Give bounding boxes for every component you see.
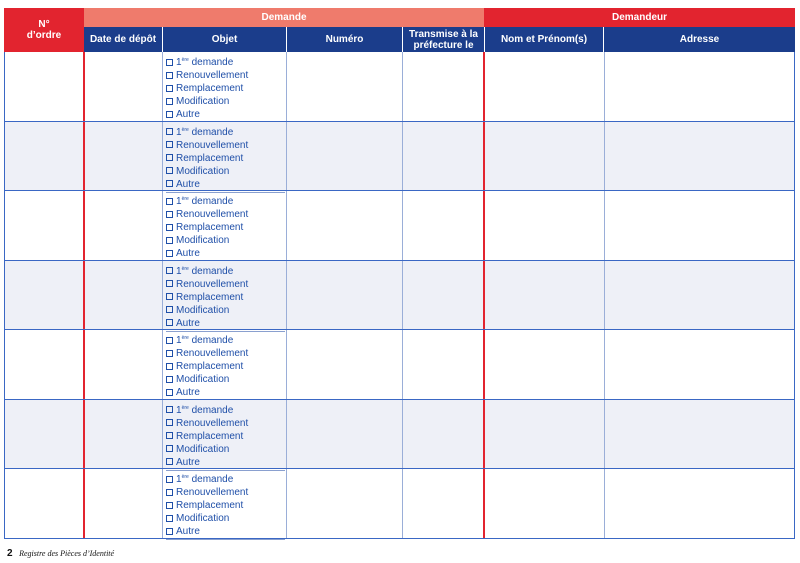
objet-option[interactable]: [166, 443, 285, 456]
checkbox-icon[interactable]: [166, 224, 173, 231]
header-nom-prenoms: Nom et Prénom(s): [485, 27, 603, 52]
checkbox-icon[interactable]: [166, 432, 173, 439]
option-label: 1: [176, 335, 182, 346]
column-divider: [604, 122, 605, 191]
objet-option[interactable]: [166, 486, 285, 499]
column-divider: [162, 469, 163, 538]
column-divider: [83, 52, 85, 121]
checkbox-icon[interactable]: [166, 489, 173, 496]
option-superscript: ère: [181, 57, 189, 63]
header-date-depot: Date de dépôt: [84, 27, 162, 52]
column-divider: [4, 330, 5, 399]
option-label-rest: demande: [188, 196, 234, 207]
option-superscript: ère: [181, 126, 189, 133]
option-label: Renouvellement: [176, 348, 249, 359]
checkbox-icon[interactable]: [166, 72, 173, 79]
table-row: [4, 191, 795, 261]
page-footer: [7, 548, 114, 559]
column-divider: [483, 122, 485, 191]
register-title: Registre des Pièces d’Identité: [19, 549, 115, 558]
column-divider: [286, 330, 287, 399]
column-divider: [402, 330, 403, 399]
checkbox-icon[interactable]: [166, 363, 173, 370]
option-label: Renouvellement: [176, 417, 249, 429]
column-divider: [286, 191, 287, 260]
header-objet: Objet: [163, 27, 286, 52]
column-divider: [794, 261, 795, 330]
option-label-rest: demande: [188, 404, 234, 416]
option-label: Remplacement: [176, 361, 244, 372]
header-numero-ordre: N° d’ordre: [4, 8, 84, 52]
checkbox-icon[interactable]: [166, 59, 173, 66]
table-row: [4, 122, 795, 192]
option-superscript: ère: [181, 335, 189, 341]
option-label: Remplacement: [176, 152, 244, 164]
objet-option[interactable]: [166, 386, 285, 399]
checkbox-icon[interactable]: [166, 376, 173, 383]
option-label: 1: [176, 196, 182, 207]
column-divider: [162, 52, 163, 121]
objet-option[interactable]: [166, 69, 285, 82]
checkbox-icon[interactable]: [166, 476, 173, 483]
option-label: 1: [176, 265, 182, 277]
column-divider: [286, 122, 287, 191]
checkbox-icon[interactable]: [166, 237, 173, 244]
checkbox-icon[interactable]: [166, 280, 173, 287]
column-divider: [402, 261, 403, 330]
objet-option[interactable]: [166, 304, 285, 317]
checkbox-icon[interactable]: [166, 198, 173, 205]
checkbox-icon[interactable]: [166, 319, 173, 326]
option-label: Autre: [176, 248, 200, 259]
objet-option[interactable]: [166, 402, 285, 417]
column-divider: [483, 469, 485, 538]
column-divider: [402, 469, 403, 538]
column-divider: [286, 52, 287, 121]
objet-option[interactable]: [166, 54, 285, 69]
option-label: Renouvellement: [176, 70, 249, 81]
header-group-demandeur: Demandeur: [484, 8, 795, 27]
option-label: Autre: [176, 526, 200, 537]
checkbox-icon[interactable]: [166, 502, 173, 509]
column-divider: [402, 191, 403, 260]
objet-option[interactable]: [166, 291, 285, 304]
objet-option[interactable]: [166, 234, 285, 247]
column-divider: [794, 52, 795, 121]
column-divider: [162, 261, 163, 330]
objet-option[interactable]: [166, 95, 285, 108]
column-divider: [483, 261, 485, 330]
checkbox-icon[interactable]: [166, 528, 173, 535]
column-divider: [483, 52, 485, 121]
objet-option[interactable]: [166, 373, 285, 386]
objet-options: [166, 332, 285, 399]
option-label: Renouvellement: [176, 209, 249, 220]
option-superscript: ère: [181, 474, 189, 480]
option-label: Autre: [176, 456, 200, 468]
option-label: Autre: [176, 178, 200, 190]
column-divider: [402, 400, 403, 469]
table-row: [4, 400, 795, 470]
objet-options: [166, 402, 285, 469]
option-superscript: ère: [181, 404, 189, 411]
column-divider: [83, 330, 85, 399]
column-divider: [162, 122, 163, 191]
table-row: [4, 469, 795, 539]
column-divider: [794, 330, 795, 399]
option-label: Modification: [176, 374, 230, 385]
checkbox-icon[interactable]: [166, 293, 173, 300]
objet-option[interactable]: [166, 124, 285, 139]
objet-option[interactable]: [166, 278, 285, 291]
objet-option[interactable]: [166, 139, 285, 152]
column-divider: [604, 469, 605, 538]
column-divider: [4, 400, 5, 469]
objet-option[interactable]: [166, 347, 285, 360]
objet-option[interactable]: [166, 247, 285, 260]
objet-option[interactable]: [166, 221, 285, 234]
column-divider: [794, 122, 795, 191]
objet-option[interactable]: [166, 165, 285, 178]
option-label: Autre: [176, 109, 200, 120]
objet-options: [166, 124, 285, 191]
option-label: Remplacement: [176, 83, 244, 94]
option-label: Modification: [176, 513, 230, 524]
objet-option[interactable]: [166, 82, 285, 95]
option-superscript: ère: [181, 265, 189, 272]
column-divider: [162, 330, 163, 399]
option-label: 1: [176, 474, 182, 485]
column-divider: [286, 400, 287, 469]
column-divider: [83, 261, 85, 330]
header-group-demande: Demande: [84, 8, 484, 27]
column-divider: [483, 191, 485, 260]
checkbox-icon[interactable]: [166, 389, 173, 396]
column-divider: [483, 330, 485, 399]
option-label: 1: [176, 57, 182, 68]
checkbox-icon[interactable]: [166, 458, 173, 465]
checkbox-icon[interactable]: [166, 211, 173, 218]
column-divider: [604, 52, 605, 121]
column-divider: [4, 122, 5, 191]
option-label: Modification: [176, 304, 230, 316]
option-label: Modification: [176, 165, 230, 177]
objet-option[interactable]: [166, 317, 285, 330]
column-divider: [286, 469, 287, 538]
checkbox-icon[interactable]: [166, 180, 173, 187]
objet-option[interactable]: [166, 456, 285, 469]
column-divider: [794, 469, 795, 538]
option-label: 1: [176, 126, 182, 138]
objet-option[interactable]: [166, 499, 285, 512]
objet-options: [166, 471, 285, 538]
column-divider: [4, 52, 5, 121]
column-divider: [4, 191, 5, 260]
column-divider: [402, 122, 403, 191]
column-divider: [483, 400, 485, 469]
objet-option[interactable]: [166, 193, 285, 208]
option-label: Renouvellement: [176, 278, 249, 290]
checkbox-icon[interactable]: [166, 337, 173, 344]
column-divider: [286, 261, 287, 330]
option-label: Modification: [176, 443, 230, 455]
column-divider: [604, 261, 605, 330]
option-label: Modification: [176, 235, 230, 246]
objet-option[interactable]: [166, 430, 285, 443]
column-divider: [604, 330, 605, 399]
option-label: Remplacement: [176, 430, 244, 442]
checkbox-icon[interactable]: [166, 267, 173, 274]
option-label: Renouvellement: [176, 139, 249, 151]
objet-option[interactable]: [166, 263, 285, 278]
table-row: [4, 52, 795, 122]
objet-option[interactable]: [166, 108, 285, 121]
objet-options: [166, 54, 285, 121]
column-divider: [162, 191, 163, 260]
option-label: Autre: [176, 317, 200, 329]
option-label-rest: demande: [188, 474, 234, 485]
option-label-rest: demande: [188, 57, 234, 68]
option-label-rest: demande: [188, 335, 234, 346]
objet-option[interactable]: [166, 360, 285, 373]
checkbox-icon[interactable]: [166, 167, 173, 174]
checkbox-icon[interactable]: [166, 419, 173, 426]
checkbox-icon[interactable]: [166, 141, 173, 148]
objet-option[interactable]: [166, 152, 285, 165]
checkbox-icon[interactable]: [166, 85, 173, 92]
column-divider: [794, 400, 795, 469]
option-label: Remplacement: [176, 500, 244, 511]
objet-option[interactable]: [166, 525, 285, 538]
option-label: Remplacement: [176, 222, 244, 233]
checkbox-icon[interactable]: [166, 406, 173, 413]
option-label-rest: demande: [188, 126, 234, 138]
column-divider: [4, 469, 5, 538]
column-divider: [794, 191, 795, 260]
column-divider: [604, 400, 605, 469]
objet-option[interactable]: [166, 417, 285, 430]
column-divider: [83, 191, 85, 260]
page-number: 2: [7, 548, 13, 559]
objet-option[interactable]: [166, 178, 285, 191]
table-row: [4, 330, 795, 400]
column-divider: [162, 400, 163, 469]
objet-option[interactable]: [166, 471, 285, 486]
option-label: Renouvellement: [176, 487, 249, 498]
checkbox-icon[interactable]: [166, 306, 173, 313]
objet-options: [166, 263, 285, 330]
objet-option[interactable]: [166, 512, 285, 525]
option-label: Modification: [176, 96, 230, 107]
column-divider: [83, 469, 85, 538]
autre-underline: [166, 539, 285, 540]
option-label: 1: [176, 404, 182, 416]
checkbox-icon[interactable]: [166, 250, 173, 257]
checkbox-icon[interactable]: [166, 515, 173, 522]
checkbox-icon[interactable]: [166, 445, 173, 452]
option-label: Autre: [176, 387, 200, 398]
column-divider: [83, 122, 85, 191]
header-numero: Numéro: [287, 27, 402, 52]
header-transmise-prefecture: Transmise à la préfecture le: [403, 27, 484, 52]
column-divider: [4, 261, 5, 330]
header-adresse: Adresse: [604, 27, 795, 52]
checkbox-icon[interactable]: [166, 111, 173, 118]
checkbox-icon[interactable]: [166, 154, 173, 161]
option-superscript: ère: [181, 196, 189, 202]
option-label: Remplacement: [176, 291, 244, 303]
table-row: [4, 261, 795, 331]
column-divider: [83, 400, 85, 469]
checkbox-icon[interactable]: [166, 128, 173, 135]
option-label-rest: demande: [188, 265, 234, 277]
column-divider: [402, 52, 403, 121]
objet-option[interactable]: [166, 332, 285, 347]
checkbox-icon[interactable]: [166, 98, 173, 105]
column-divider: [604, 191, 605, 260]
checkbox-icon[interactable]: [166, 350, 173, 357]
objet-options: [166, 193, 285, 260]
objet-option[interactable]: [166, 208, 285, 221]
